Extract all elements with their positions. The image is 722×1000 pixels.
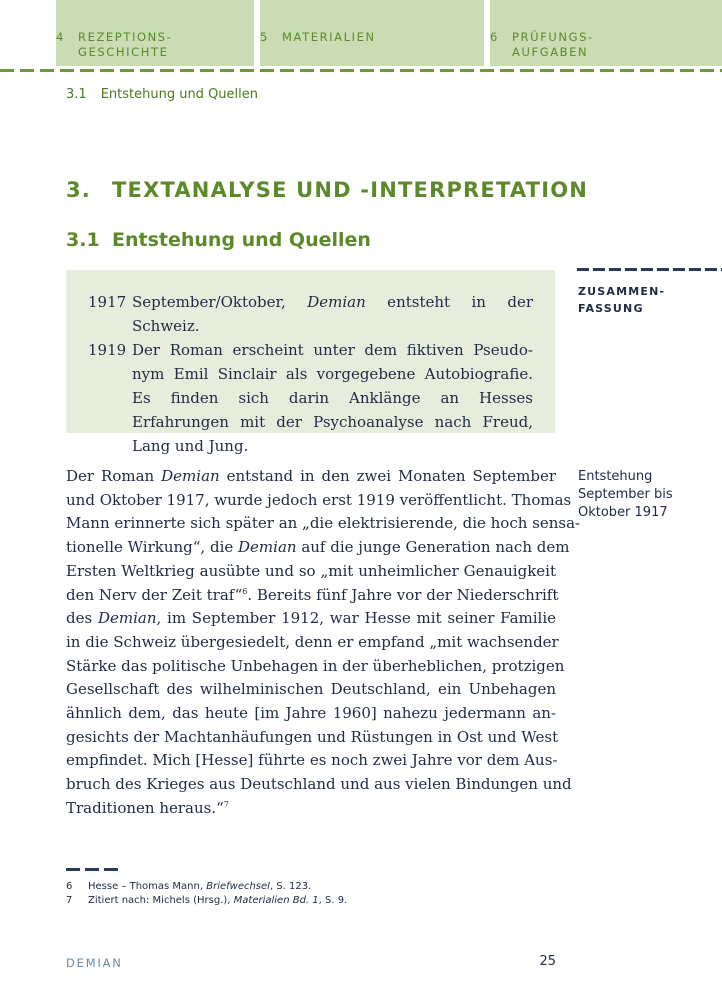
running-head-title: Entstehung und Quellen [100, 87, 259, 102]
tab-materialien[interactable] [260, 0, 484, 66]
footnote [66, 880, 556, 894]
body-line: gesichts der Machtanhäufungen und Rüstungen in Ost und West [66, 727, 559, 746]
tab-rezeptionsgeschichte[interactable] [56, 0, 254, 66]
body-line: den Nerv der Zeit traf“$^6$. Bereits fünf Jahre vor der Niederschrift [66, 585, 559, 604]
tab-label-line: GESCHICHTE [78, 45, 169, 59]
running-head-number: 3.1 [66, 87, 87, 102]
margin-label-line: ZUSAMMEN- [578, 285, 666, 298]
footnote-divider [66, 868, 118, 871]
summary-text [132, 290, 533, 338]
footnote-number: 6 [66, 881, 73, 892]
running-head [66, 87, 258, 102]
margin-label-line: FASSUNG [578, 302, 644, 315]
footnote-number: 7 [66, 895, 73, 906]
chapter-number: 3. [66, 178, 91, 202]
footnote-text: Hesse – Thomas Mann, Briefwechsel, S. 123. [88, 881, 312, 892]
margin-note-line: Entstehung [578, 469, 653, 484]
summary-entry [88, 290, 533, 338]
tab-label-line: REZEPTIONS- [78, 30, 173, 44]
footnote-text: Zitiert nach: Michels (Hrsg.), Materialien Bd. 1, S. 9. [88, 895, 348, 906]
body-paragraph [66, 465, 581, 821]
margin-summary-label [578, 283, 718, 317]
footnote [66, 894, 556, 908]
margin-note-line: September bis [578, 487, 673, 502]
tab-number: 5 [260, 30, 269, 44]
chapter-title [66, 178, 588, 202]
body-line: Gesellschaft des wilhelminischen Deutschland, ein Unbehagen [66, 680, 556, 699]
body-line: Stärke das politische Unbehagen in der überheblichen, protzigen [66, 656, 565, 675]
margin-divider [577, 268, 722, 271]
margin-note-line: Oktober 1917 [578, 505, 668, 520]
body-line: ähnlich dem, das heute [im Jahre 1960] nahezu jedermann an- [66, 704, 556, 723]
footer-book-title: DEMIAN [66, 956, 123, 970]
summary-year: 1917 [88, 293, 127, 311]
body-line: des Demian, im September 1912, war Hesse mit seiner Familie [66, 609, 557, 628]
section-title-text: Entstehung und Quellen [112, 229, 371, 251]
body-line: Mann erinnerte sich später an „die elektrisierende, die hoch sensa- [66, 514, 581, 533]
margin-note [578, 468, 718, 522]
body-line: Der Roman Demian entstand in den zwei Monaten September [66, 467, 556, 485]
summary-text-part: entsteht in der Schweiz. [132, 293, 533, 335]
chapter-tabs [0, 0, 722, 66]
summary-text-part: September/Oktober, [132, 293, 308, 311]
footnote-ref: 7 [223, 799, 229, 809]
summary-text: Der Roman erscheint unter dem fiktiven Pseudo-nym Emil Sinclair als vorgegebene Autobiografie. Es finden sich darin Anklänge an Hesses Erfahrungen mit der Psychoanalyse nach Freud, Lang und Jung. [132, 341, 533, 455]
tab-number: 4 [56, 30, 65, 44]
body-line: tionelle Wirkung“, die Demian auf die junge Generation nach dem [66, 538, 570, 557]
body-line: Traditionen heraus.“$^7$ [66, 798, 229, 817]
body-line: empfindet. Mich [Hesse] führte es noch zwei Jahre vor dem Aus- [66, 751, 558, 770]
tab-label: MATERIALIEN [282, 30, 376, 44]
body-line: Ersten Weltkrieg ausübte und so „mit unheimlicher Genauigkeit [66, 561, 556, 580]
chapter-title-text: TEXTANALYSE UND -INTERPRETATION [112, 178, 589, 202]
body-line: bruch des Krieges aus Deutschland und aus vielen Bindungen und [66, 775, 572, 794]
summary-text-italic: Demian [307, 293, 366, 311]
tab-label-line: PRÜFUNGS- [512, 30, 594, 44]
section-number: 3.1 [66, 229, 100, 251]
summary-box [66, 270, 555, 455]
body-line: in die Schweiz übergesiedelt, denn er empfand „mit wachsender [66, 632, 559, 651]
summary-year: 1919 [88, 341, 127, 359]
tab-pruefungsaufgaben[interactable] [490, 0, 722, 66]
section-title [66, 229, 371, 251]
tab-label-line: AUFGABEN [512, 45, 589, 59]
tab-label [78, 30, 172, 60]
footnote-ref: 6 [242, 586, 248, 596]
footnotes [66, 880, 556, 908]
tab-number: 6 [490, 30, 499, 44]
page-number: 25 [539, 954, 556, 969]
tab-label [512, 30, 594, 60]
summary-entry [88, 338, 533, 458]
body-line: und Oktober 1917, wurde jedoch erst 1919 veröffentlicht. Thomas [66, 490, 572, 509]
tab-divider [0, 69, 722, 72]
